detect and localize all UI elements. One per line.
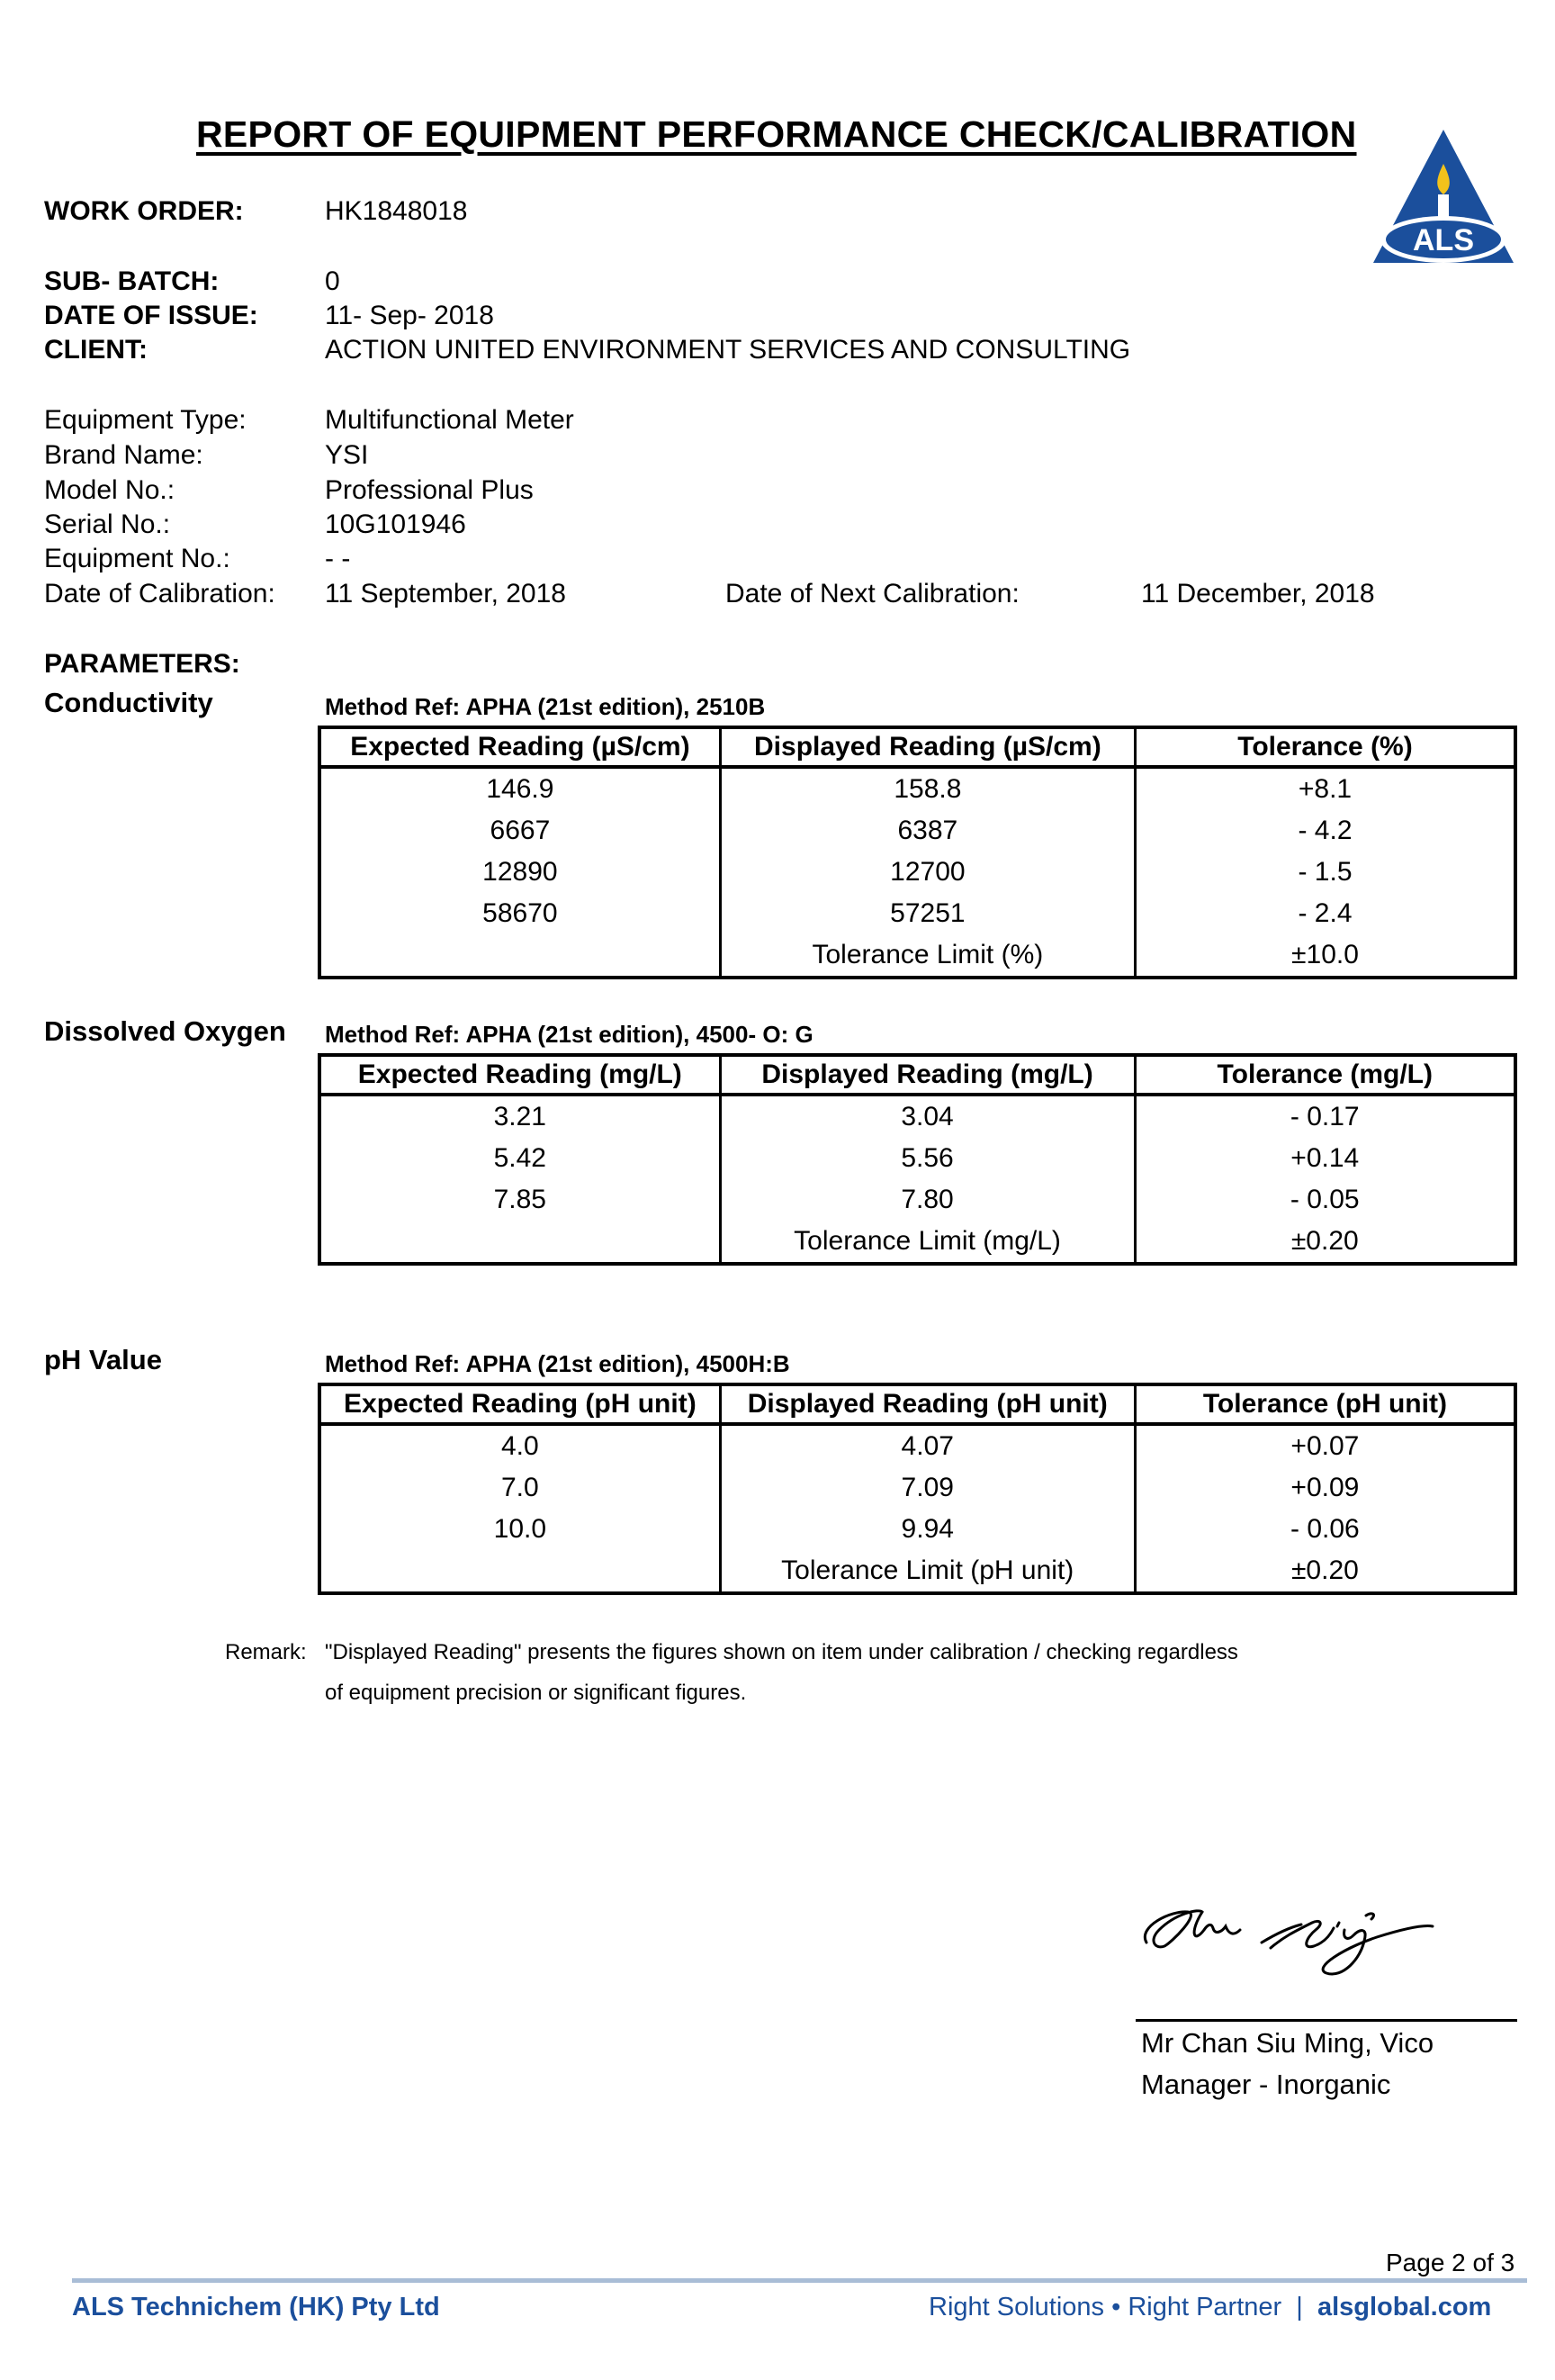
footer-tagline-block <box>929 2293 1491 2322</box>
method-ref-conductivity: Method Ref: APHA (21st edition), 2510B <box>325 693 766 720</box>
next-calibration-label: Date of Next Calibration: <box>725 579 1020 609</box>
signature-line <box>1136 2019 1517 2022</box>
section-name-dissolved-oxygen: Dissolved Oxygen <box>44 1015 286 1047</box>
date-of-issue-label: DATE OF ISSUE: <box>44 301 258 330</box>
table-row <box>319 1179 1515 1221</box>
footer-rule <box>72 2278 1527 2283</box>
date-of-issue-value: 11- Sep- 2018 <box>325 301 494 330</box>
sub-batch-label: SUB- BATCH: <box>44 266 220 296</box>
expected-reading: 7.0 <box>500 1473 539 1502</box>
parameters-label: PARAMETERS: <box>44 649 240 679</box>
displayed-reading: 7.80 <box>720 1179 1135 1221</box>
displayed-reading: 3.04 <box>720 1095 1135 1138</box>
logo-text: ALS <box>1413 223 1474 257</box>
page-number: Page 2 of 3 <box>1386 2249 1515 2276</box>
displayed-reading: 7.09 <box>720 1467 1135 1509</box>
expected-reading: 4.0 <box>500 1431 539 1461</box>
serial-no-label: Serial No.: <box>44 509 171 539</box>
equipment-no-value: - - <box>325 544 351 573</box>
column-header: Tolerance (%) <box>1135 727 1515 767</box>
als-logo <box>1371 128 1515 265</box>
dissolved-oxygen-table <box>318 1053 1517 1266</box>
tolerance: - 4.2 <box>1135 810 1515 852</box>
report-title: REPORT OF EQUIPMENT PERFORMANCE CHECK/CALIBRATION <box>196 113 1357 155</box>
tolerance-limit-label: Tolerance Limit (mg/L) <box>720 1221 1135 1264</box>
table-row <box>319 893 1515 934</box>
section-name-ph-value: pH Value <box>44 1344 162 1375</box>
brand-name-label: Brand Name: <box>44 440 203 470</box>
displayed-reading: 6387 <box>720 810 1135 852</box>
tolerance-limit-label: Tolerance Limit (pH unit) <box>720 1550 1135 1593</box>
equipment-type-value: Multifunctional Meter <box>325 405 574 435</box>
expected-reading: 10.0 <box>493 1514 547 1544</box>
displayed-reading: 158.8 <box>720 767 1135 810</box>
table-header-row <box>319 1384 1515 1424</box>
calibration-date-value: 11 September, 2018 <box>325 579 566 609</box>
footer-website-link[interactable]: alsglobal.com <box>1317 2293 1492 2321</box>
table-row <box>319 1424 1515 1467</box>
tolerance: - 1.5 <box>1135 852 1515 893</box>
remark-line-1: "Displayed Reading" presents the figures shown on item under calibration / checking regardless <box>325 1640 1238 1664</box>
model-no-label: Model No.: <box>44 475 175 505</box>
column-header: Displayed Reading (pH unit) <box>720 1384 1135 1424</box>
column-header: Displayed Reading (mg/L) <box>720 1055 1135 1095</box>
method-ref-dissolved-oxygen: Method Ref: APHA (21st edition), 4500- O: G <box>325 1021 813 1048</box>
client-label: CLIENT: <box>44 335 148 365</box>
client-value: ACTION UNITED ENVIRONMENT SERVICES AND CONSULTING <box>325 335 1131 365</box>
tolerance: - 0.05 <box>1135 1179 1515 1221</box>
brand-name-value: YSI <box>325 440 369 470</box>
column-header: Tolerance (mg/L) <box>1135 1055 1515 1095</box>
tolerance-limit-value: ±0.20 <box>1135 1221 1515 1264</box>
expected-reading: 3.21 <box>493 1102 546 1131</box>
model-no-value: Professional Plus <box>325 475 534 505</box>
signature-image <box>1136 1872 1442 1998</box>
tolerance-limit-label: Tolerance Limit (%) <box>720 934 1135 978</box>
displayed-reading: 57251 <box>720 893 1135 934</box>
tolerance: +0.07 <box>1135 1424 1515 1467</box>
signatory-title: Manager - Inorganic <box>1141 2069 1391 2100</box>
displayed-reading: 9.94 <box>720 1509 1135 1550</box>
expected-reading: 58670 <box>482 898 558 928</box>
expected-reading: 5.42 <box>493 1143 546 1173</box>
footer-company: ALS Technichem (HK) Pty Ltd <box>72 2293 440 2321</box>
tolerance: - 0.06 <box>1135 1509 1515 1550</box>
tolerance: +0.14 <box>1135 1138 1515 1179</box>
footer-tagline: Right Solutions • Right Partner | <box>929 2293 1317 2321</box>
tolerance-limit-row <box>319 934 1515 978</box>
table-header-row <box>319 1055 1515 1095</box>
table-row <box>319 1509 1515 1550</box>
column-header: Tolerance (pH unit) <box>1135 1384 1515 1424</box>
displayed-reading: 5.56 <box>720 1138 1135 1179</box>
tolerance-limit-row <box>319 1550 1515 1593</box>
calibration-date-label: Date of Calibration: <box>44 579 275 609</box>
table-row <box>319 767 1515 810</box>
tolerance-limit-value: ±10.0 <box>1135 934 1515 978</box>
signatory-name: Mr Chan Siu Ming, Vico <box>1141 2027 1434 2059</box>
remark-line-2: of equipment precision or significant figures. <box>325 1681 747 1705</box>
tolerance: - 2.4 <box>1135 893 1515 934</box>
tolerance: +8.1 <box>1135 767 1515 810</box>
table-row <box>319 1467 1515 1509</box>
work-order-value: HK1848018 <box>325 196 468 226</box>
table-row <box>319 1138 1515 1179</box>
tolerance-limit-value: ±0.20 <box>1135 1550 1515 1593</box>
method-ref-ph-value: Method Ref: APHA (21st edition), 4500H:B <box>325 1350 790 1377</box>
table-row <box>319 852 1515 893</box>
tolerance: +0.09 <box>1135 1467 1515 1509</box>
column-header: Displayed Reading (µS/cm) <box>720 727 1135 767</box>
column-header: Expected Reading (µS/cm) <box>319 727 720 767</box>
displayed-reading: 4.07 <box>720 1424 1135 1467</box>
next-calibration-value: 11 December, 2018 <box>1141 579 1375 609</box>
equipment-no-label: Equipment No.: <box>44 544 230 573</box>
section-name-conductivity: Conductivity <box>44 687 213 718</box>
expected-reading: 12890 <box>482 857 558 887</box>
expected-reading: 6667 <box>490 816 551 845</box>
sub-batch-value: 0 <box>325 266 340 296</box>
equipment-type-label: Equipment Type: <box>44 405 247 435</box>
table-header-row <box>319 727 1515 767</box>
remark-label: Remark: <box>225 1640 307 1664</box>
displayed-reading: 12700 <box>720 852 1135 893</box>
serial-no-value: 10G101946 <box>325 509 466 539</box>
work-order-label: WORK ORDER: <box>44 196 244 226</box>
expected-reading: 7.85 <box>493 1185 546 1214</box>
expected-reading: 146.9 <box>486 774 554 804</box>
table-row <box>319 1095 1515 1138</box>
column-header: Expected Reading (pH unit) <box>319 1384 720 1424</box>
tolerance: - 0.17 <box>1135 1095 1515 1138</box>
conductivity-table <box>318 726 1517 979</box>
ph-value-table <box>318 1383 1517 1595</box>
table-row <box>319 810 1515 852</box>
column-header: Expected Reading (mg/L) <box>319 1055 720 1095</box>
tolerance-limit-row <box>319 1221 1515 1264</box>
